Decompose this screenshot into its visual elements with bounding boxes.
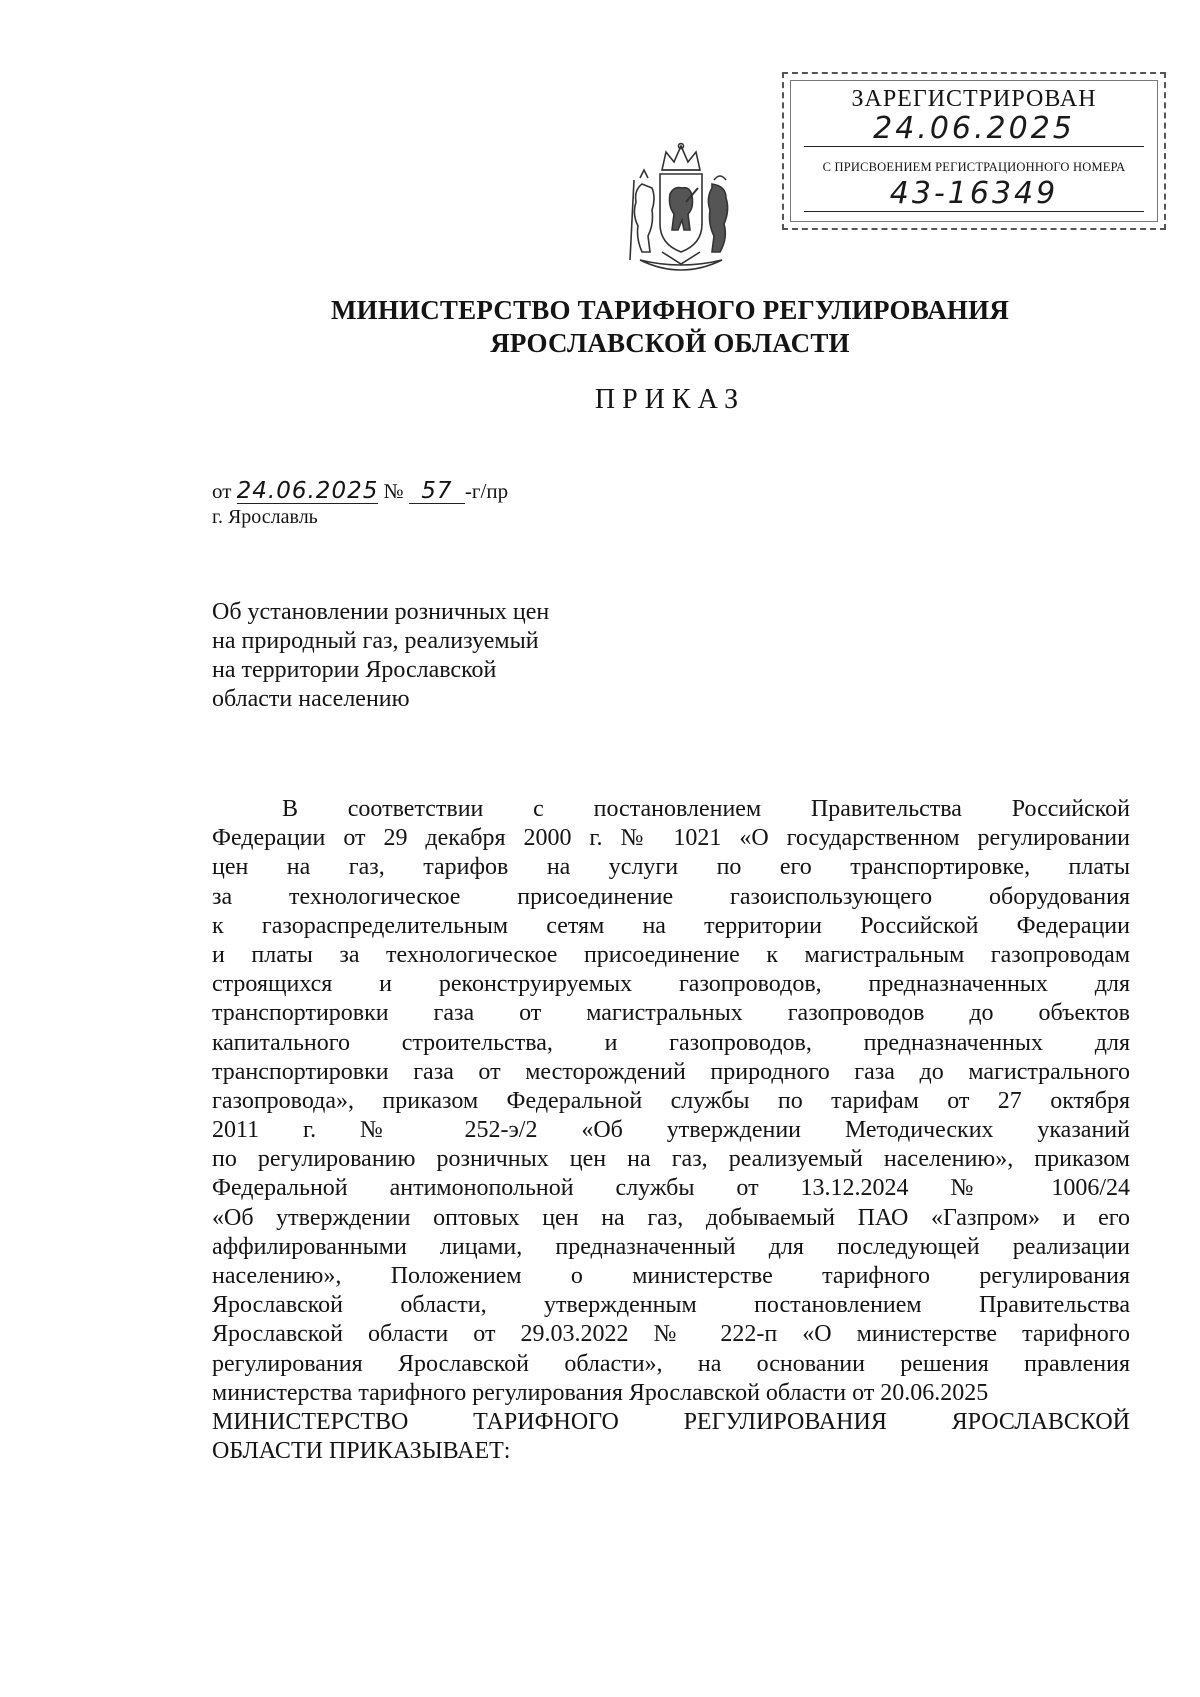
body-line: 2011 г. № 252-э/2 «Об утверждении Методических указаний	[212, 1117, 1130, 1144]
body-line: Ярославской области, утвержденным постановлением Правительства	[212, 1292, 1130, 1319]
stamp-caption: С ПРИСВОЕНИЕМ РЕГИСТРАЦИОННОГО НОМЕРА	[822, 160, 1126, 174]
body-line: Федерации от 29 декабря 2000 г. № 1021 «О государственном регулировании	[212, 825, 1130, 852]
body-line: населению», Положением о министерстве тарифного регулирования	[212, 1263, 1130, 1289]
ministry-name-line1: МИНИСТЕРСТВО ТАРИФНОГО РЕГУЛИРОВАНИЯ	[330, 295, 1010, 325]
body-line: к газораспределительным сетям на территории Российской Федерации	[212, 912, 1130, 939]
ref-number-label: №	[383, 479, 404, 503]
body-line: транспортировки газа от месторождений природного газа до магистрального	[212, 1058, 1130, 1085]
body-line: Ярославской области от 29.03.2022 № 222-п «О министерстве тарифного	[212, 1321, 1130, 1348]
body-line: регулирования Ярославской области», на основании решения правления	[212, 1350, 1130, 1377]
subject-line: на природный газ, реализуемый	[212, 628, 539, 654]
body-line: транспортировки газа от магистральных газопроводов до объектов	[212, 1000, 1130, 1027]
ref-suffix: -г/пр	[464, 479, 509, 503]
order-subject	[212, 598, 632, 714]
order-body	[212, 795, 1130, 1466]
document-type: ПРИКАЗ	[594, 384, 746, 415]
stamp-date: 24.06.2025	[804, 112, 1144, 147]
order-reference	[212, 478, 508, 504]
body-line: и платы за технологическое присоединение к магистральным газопроводам	[212, 941, 1130, 968]
ref-city: г. Ярославль	[212, 506, 318, 528]
ministry-name-line2: ЯРОСЛАВСКОЙ ОБЛАСТИ	[490, 328, 850, 358]
coat-of-arms-icon	[622, 140, 740, 280]
body-line: цен на газ, тарифов на услуги по его транспортировке, платы	[212, 854, 1130, 881]
body-line: по регулированию розничных цен на газ, реализуемый населению», приказом	[212, 1146, 1130, 1173]
subject-line: Об установлении розничных цен	[212, 599, 550, 625]
ref-date: 24.06.2025	[236, 478, 379, 504]
ref-number: 57	[409, 479, 465, 504]
subject-line: на территории Ярославской	[212, 657, 497, 683]
body-line: ОБЛАСТИ ПРИКАЗЫВАЕТ:	[212, 1438, 511, 1465]
body-line: газопровода», приказом Федеральной службы по тарифам от 27 октября	[212, 1087, 1130, 1114]
body-line: министерства тарифного регулирования Ярославской области от 20.06.2025	[212, 1379, 989, 1406]
registration-stamp	[782, 72, 1166, 230]
body-line: аффилированными лицами, предназначенный для последующей реализации	[212, 1233, 1130, 1260]
body-line: В соответствии с постановлением Правительства Российской	[282, 796, 1130, 822]
stamp-title: ЗАРЕГИСТРИРОВАН	[851, 86, 1097, 112]
ministry-header	[200, 294, 1140, 360]
subject-line: области населению	[212, 686, 410, 712]
stamp-registration-number: 43-16349	[804, 177, 1144, 212]
body-line: Федеральной антимонопольной службы от 13.12.2024 № 1006/24	[212, 1175, 1130, 1202]
body-line: капитального строительства, и газопроводов, предназначенных для	[212, 1029, 1130, 1056]
body-line: «Об утверждении оптовых цен на газ, добываемый ПАО «Газпром» и его	[212, 1204, 1130, 1231]
body-line: строящихся и реконструируемых газопроводов, предназначенных для	[212, 971, 1130, 998]
body-line: за технологическое присоединение газоиспользующего оборудования	[212, 883, 1130, 910]
ref-prefix: от	[212, 479, 232, 503]
body-line: МИНИСТЕРСТВО ТАРИФНОГО РЕГУЛИРОВАНИЯ ЯРОСЛАВСКОЙ	[212, 1408, 1130, 1435]
